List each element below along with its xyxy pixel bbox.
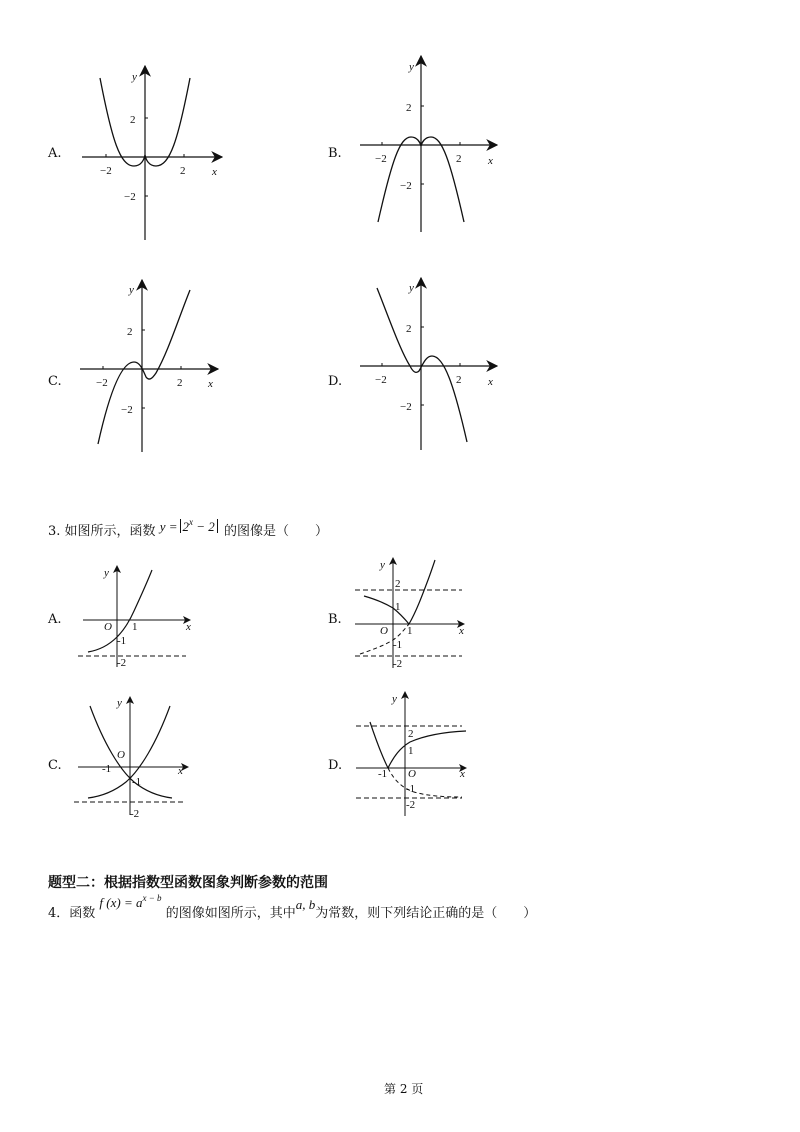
q3-text-before: 如图所示，函数 bbox=[64, 524, 156, 539]
q4-params: a, b bbox=[295, 897, 316, 912]
x-label: x bbox=[212, 166, 217, 178]
q4-stem bbox=[48, 893, 537, 921]
tick-neg1: -1 bbox=[117, 635, 127, 647]
origin-label: O bbox=[117, 749, 125, 761]
tick-neg1-y: -1 bbox=[132, 776, 142, 788]
x-label: x bbox=[488, 155, 493, 167]
tick-neg1-y: -1 bbox=[406, 783, 416, 795]
y-label: y bbox=[409, 282, 414, 294]
q3-text-after: 的图像是（ ） bbox=[223, 524, 328, 539]
y-label: y bbox=[380, 559, 385, 571]
tick-neg2: -2 bbox=[393, 658, 403, 670]
tick-neg2: -2 bbox=[117, 657, 127, 669]
x-label: x bbox=[459, 625, 464, 637]
q4-number: 4．函数 bbox=[48, 906, 96, 921]
y-label: y bbox=[132, 71, 137, 83]
x-label: x bbox=[178, 765, 183, 777]
curve-dashed bbox=[388, 768, 462, 797]
tick-label-yneg2: −2 bbox=[124, 191, 136, 203]
q4-text-mid: 的图像如图所示，其中 bbox=[165, 906, 296, 921]
tick-neg2: -2 bbox=[406, 799, 416, 811]
tick-label-y2: 2 bbox=[130, 114, 136, 126]
tick-neg1: -1 bbox=[393, 639, 403, 651]
curve-left bbox=[370, 722, 388, 768]
tick-label-neg2: −2 bbox=[96, 377, 108, 389]
tick-label-pos2: 2 bbox=[456, 153, 462, 165]
tick-label-neg2: −2 bbox=[100, 165, 112, 177]
q2-option-a-label: A. bbox=[48, 146, 62, 161]
q3-formula: $y = 2^x - 2$ bbox=[160, 519, 220, 534]
tick-1-y: 1 bbox=[395, 601, 401, 613]
q3-option-d-label: D. bbox=[328, 758, 343, 773]
tick-label-neg2: −2 bbox=[375, 374, 387, 386]
tick-label-yneg2: −2 bbox=[121, 404, 133, 416]
q3-option-c-label: C. bbox=[48, 758, 62, 773]
tick-label-yneg2: −2 bbox=[400, 180, 412, 192]
q3-number: 3. bbox=[48, 524, 61, 539]
tick-label-pos2: 2 bbox=[456, 374, 462, 386]
tick-1-x: 1 bbox=[407, 625, 413, 637]
curve-right bbox=[388, 731, 466, 768]
tick-2: 2 bbox=[395, 578, 401, 590]
q2-option-d-label: D. bbox=[328, 374, 343, 389]
x-label: x bbox=[488, 376, 493, 388]
tick-label-pos2: 2 bbox=[177, 377, 183, 389]
q3-option-a-label: A. bbox=[48, 612, 62, 627]
origin-label: O bbox=[104, 621, 112, 633]
x-label: x bbox=[208, 378, 213, 390]
tick-1: 1 bbox=[408, 745, 414, 757]
y-label: y bbox=[117, 697, 122, 709]
origin-label: O bbox=[380, 625, 388, 637]
y-label: y bbox=[129, 284, 134, 296]
q4-text-after: 为常数，则下列结论正确的是（ ） bbox=[315, 906, 537, 921]
origin-label: O bbox=[408, 768, 416, 780]
tick-label-neg2: −2 bbox=[375, 153, 387, 165]
page-number: 第 2 页 bbox=[384, 1082, 424, 1096]
tick-label-y2: 2 bbox=[406, 102, 412, 114]
tick-neg1-x: -1 bbox=[102, 763, 112, 775]
tick-label-y2: 2 bbox=[406, 323, 412, 335]
tick-label-y2: 2 bbox=[127, 326, 133, 338]
x-label: x bbox=[186, 621, 191, 633]
tick-1: 1 bbox=[132, 621, 138, 633]
tick-2: 2 bbox=[408, 728, 414, 740]
tick-neg2: -2 bbox=[130, 808, 140, 820]
y-label: y bbox=[104, 567, 109, 579]
q2-option-b-label: B. bbox=[328, 146, 342, 161]
x-label: x bbox=[460, 768, 465, 780]
tick-neg1-x: -1 bbox=[378, 768, 388, 780]
q3-option-b-label: B. bbox=[328, 612, 342, 627]
q4-formula: f $(x) = a^{x - b}$ bbox=[99, 893, 162, 910]
y-label: y bbox=[409, 61, 414, 73]
tick-label-pos2: 2 bbox=[180, 165, 186, 177]
q2-option-c-label: C. bbox=[48, 374, 62, 389]
section-heading: 题型二：根据指数型函数图象判断参数的范围 bbox=[48, 875, 328, 891]
tick-label-yneg2: −2 bbox=[400, 401, 412, 413]
y-label: y bbox=[392, 693, 397, 705]
